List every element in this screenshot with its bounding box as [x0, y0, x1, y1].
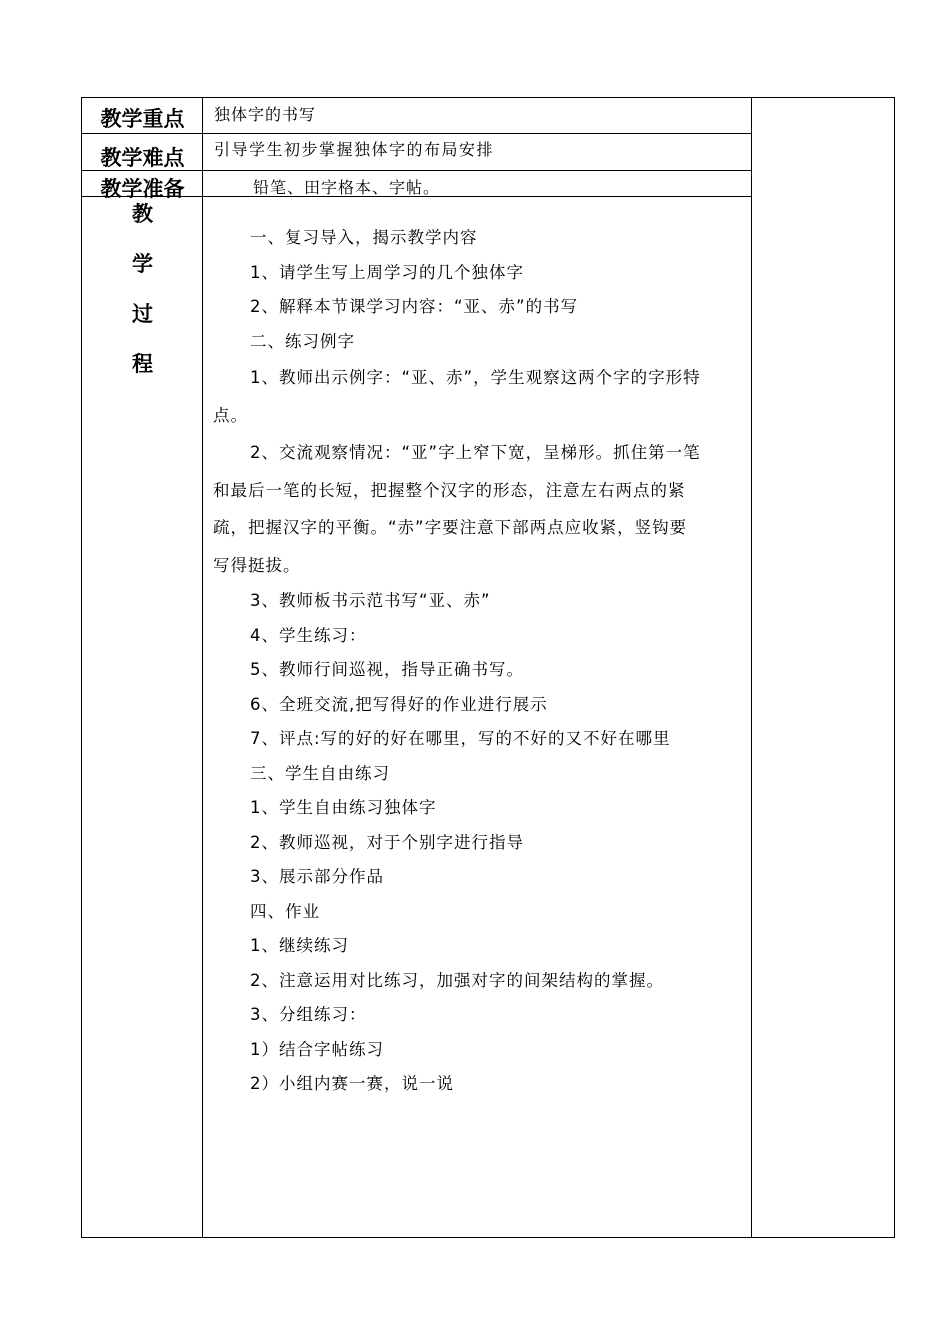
content-line: 4、学生练习：: [250, 625, 367, 645]
content-line: 1、学生自由练习独体字: [250, 798, 437, 817]
content-line: 2、注意运用对比练习，加强对字的间架结构的掌握。: [250, 970, 664, 990]
content-line: 和最后一笔的长短，把握整个汉字的形态，注意左右两点的紧: [213, 480, 686, 500]
process-label-char: 教: [132, 202, 153, 226]
process-label: [82, 198, 203, 398]
content-line: 1、教师出示例字：“亚、赤”，学生观察这两个字的字形特: [250, 368, 701, 387]
content-line: 1、继续练习: [250, 936, 349, 955]
process-label-char: 过: [132, 302, 153, 326]
content-line: 2、交流观察情况：“亚”字上窄下宽，呈梯形。抓住第一笔: [250, 443, 701, 462]
content-line: 四、作业: [250, 901, 320, 921]
difficulty-label: 教学难点: [100, 146, 185, 170]
content-line: 点。: [213, 405, 248, 425]
content-line: 7、评点:写的好的好在哪里，写的不好的又不好在哪里: [250, 729, 671, 748]
content-line: 1）结合字帖练习: [250, 1039, 384, 1059]
content-line: 5、教师行间巡视，指导正确书写。: [250, 660, 524, 679]
preparation-label: 教学准备: [100, 177, 185, 201]
process-label-char: 学: [132, 252, 153, 276]
content-line: 6、全班交流,把写得好的作业进行展示: [250, 694, 548, 714]
content-line: 3、教师板书示范书写“亚、赤”: [250, 591, 491, 610]
content-line: 写得挺拔。: [213, 555, 301, 575]
content-line: 1、请学生写上周学习的几个独体字: [250, 262, 524, 282]
focus-value: 独体字的书写: [214, 105, 317, 124]
content-line: 3、展示部分作品: [250, 867, 384, 886]
content-line: 2、教师巡视，对于个别字进行指导: [250, 832, 524, 852]
row-divider-1: [82, 133, 752, 134]
content-line: 2、解释本节课学习内容：“亚、赤”的书写: [250, 297, 579, 316]
preparation-value: 铅笔、田字格本、字帖。: [253, 178, 441, 197]
content-line: 2）小组内赛一赛，说一说: [250, 1074, 454, 1093]
process-content: [213, 221, 748, 1102]
focus-label: 教学重点: [100, 107, 185, 131]
col-divider-2: [751, 98, 752, 1237]
content-line: 一、复习导入，揭示教学内容: [250, 228, 478, 247]
content-line: 疏，把握汉字的平衡。“赤”字要注意下部两点应收紧，竖钩要: [213, 518, 688, 537]
content-line: 3、分组练习：: [250, 1005, 367, 1024]
process-label-char: 程: [132, 352, 153, 376]
difficulty-value: 引导学生初步掌握独体字的布局安排: [214, 140, 495, 159]
content-line: 三、学生自由练习: [250, 763, 390, 783]
content-line: 二、练习例字: [250, 331, 355, 351]
